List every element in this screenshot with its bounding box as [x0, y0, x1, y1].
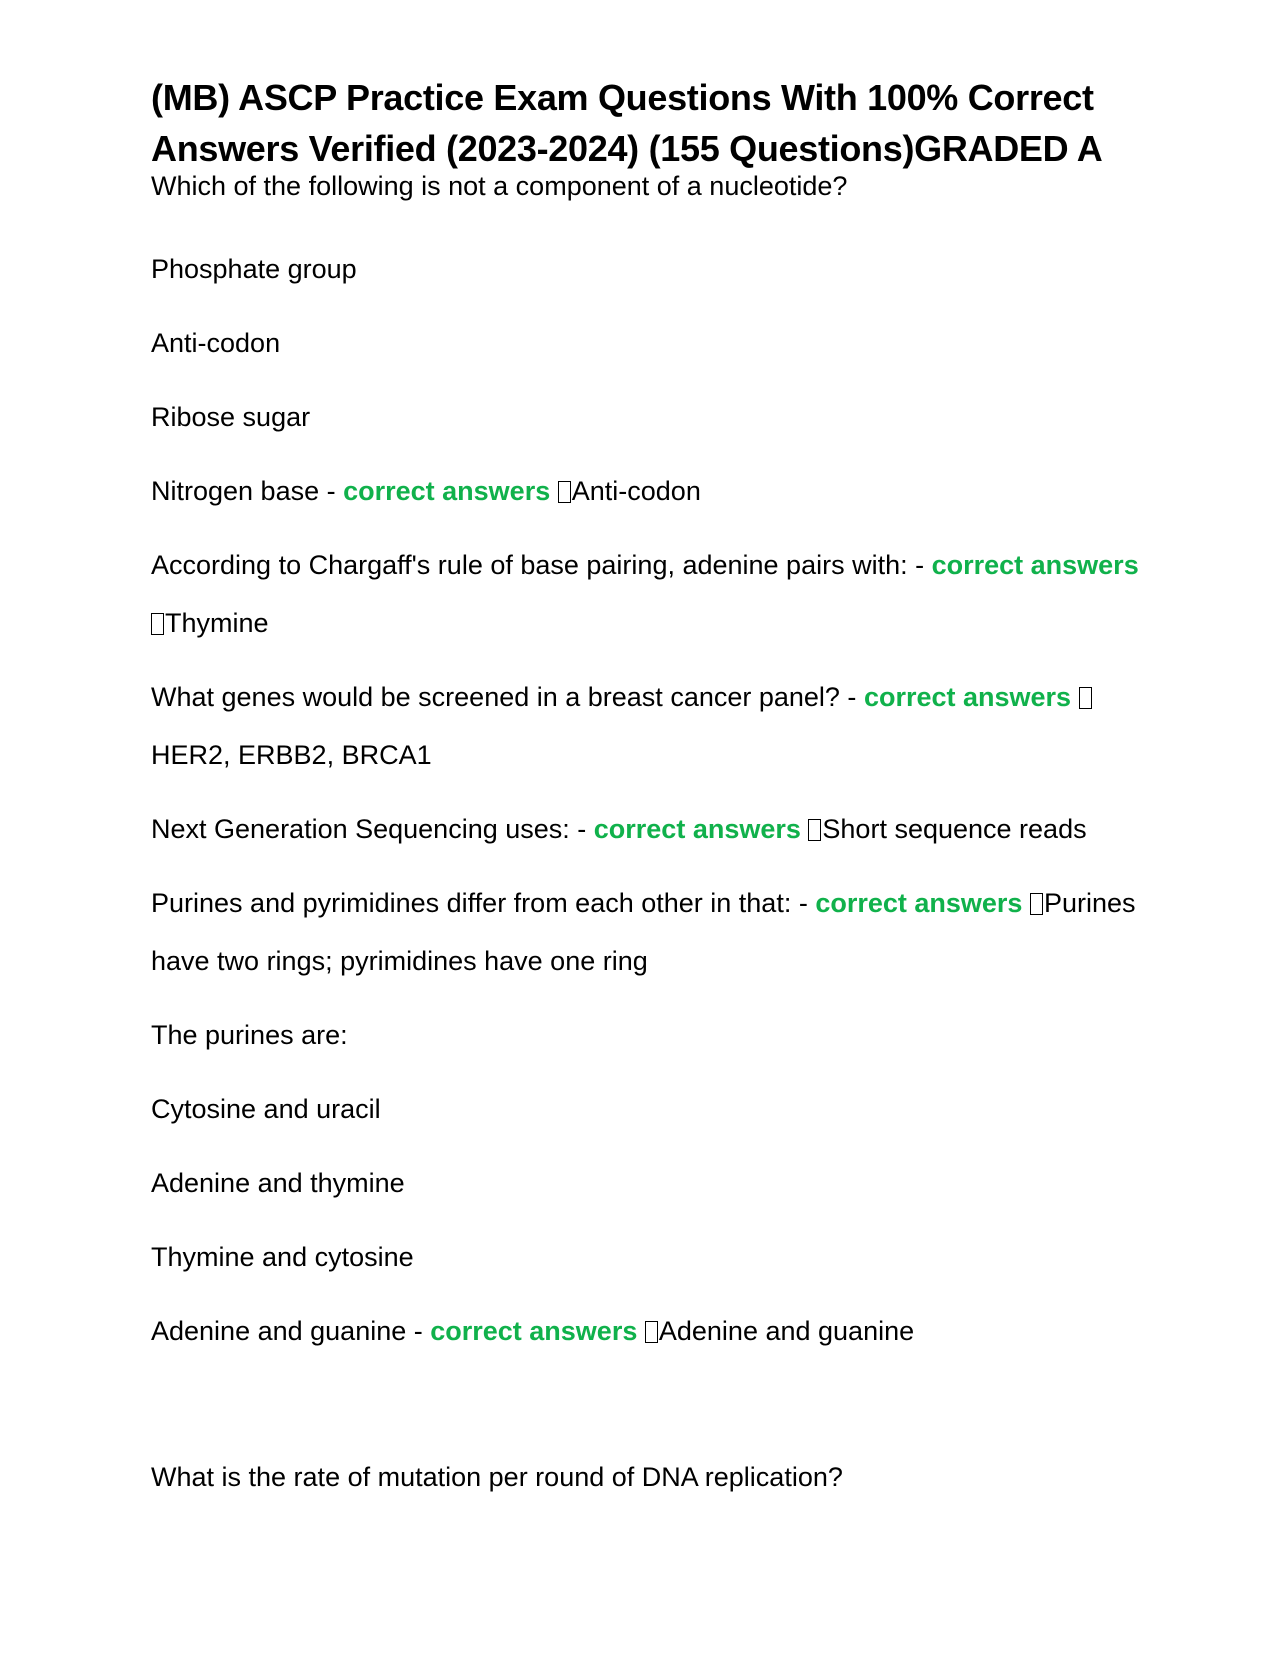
correct-answers-label: correct answers — [815, 888, 1023, 918]
missing-glyph-icon — [645, 1321, 658, 1343]
correct-answers-label: correct answers — [430, 1316, 638, 1346]
question-text: What is the rate of mutation per round of DNA replication? — [151, 1462, 843, 1492]
answer-text: Thymine — [165, 608, 269, 638]
question-text: Purines and pyrimidines differ from each other in that: - — [151, 888, 816, 918]
option-text: Cytosine and uracil — [151, 1094, 381, 1124]
answer-text: Adenine and guanine — [658, 1316, 915, 1346]
question-text: Which of the following is not a component of a nucleotide? — [151, 171, 848, 201]
question-text: According to Chargaff's rule of base pairing, adenine pairs with: - — [151, 550, 932, 580]
question-text: Next Generation Sequencing uses: - — [151, 814, 594, 844]
answer-line — [151, 874, 1151, 990]
answer-line — [151, 800, 1151, 858]
correct-answers-label: correct answers — [593, 814, 801, 844]
missing-glyph-icon — [151, 613, 164, 635]
missing-glyph-icon — [1030, 893, 1043, 915]
answer-line — [151, 462, 1151, 520]
missing-glyph-icon — [1079, 687, 1092, 709]
document-page — [151, 72, 1151, 1522]
option-text: Adenine and thymine — [151, 1168, 405, 1198]
answer-line — [151, 668, 1151, 784]
answer-text: Purines have two rings; pyrimidines have one ring — [151, 888, 1136, 976]
option-text: Nitrogen base - — [151, 476, 344, 506]
answer-line — [151, 1302, 1151, 1360]
correct-answers-label: correct answers — [343, 476, 551, 506]
option-text: Anti-codon — [151, 328, 281, 358]
option-text: Phosphate group — [151, 254, 357, 284]
option-text: Ribose sugar — [151, 402, 311, 432]
missing-glyph-icon — [558, 481, 571, 503]
correct-answers-label: correct answers — [931, 550, 1139, 580]
question-text: What genes would be screened in a breast cancer panel? - — [151, 682, 864, 712]
answer-text: Anti-codon — [571, 476, 701, 506]
option-text: Thymine and cytosine — [151, 1242, 414, 1272]
question-text: The purines are: — [151, 1020, 348, 1050]
answer-text: Short sequence reads — [822, 814, 1087, 844]
paragraph-spacer — [151, 1376, 1151, 1448]
answer-text: HER2, ERBB2, BRCA1 — [151, 740, 432, 770]
correct-answers-label: correct answers — [863, 682, 1072, 712]
missing-glyph-icon — [808, 819, 821, 841]
option-text: Adenine and guanine - — [151, 1316, 431, 1346]
answer-line — [151, 536, 1151, 652]
document-title: (MB) ASCP Practice Exam Questions With 100% Correct Answers Verified (2023-2024) (155 Questions)GRADED A — [151, 77, 1103, 169]
